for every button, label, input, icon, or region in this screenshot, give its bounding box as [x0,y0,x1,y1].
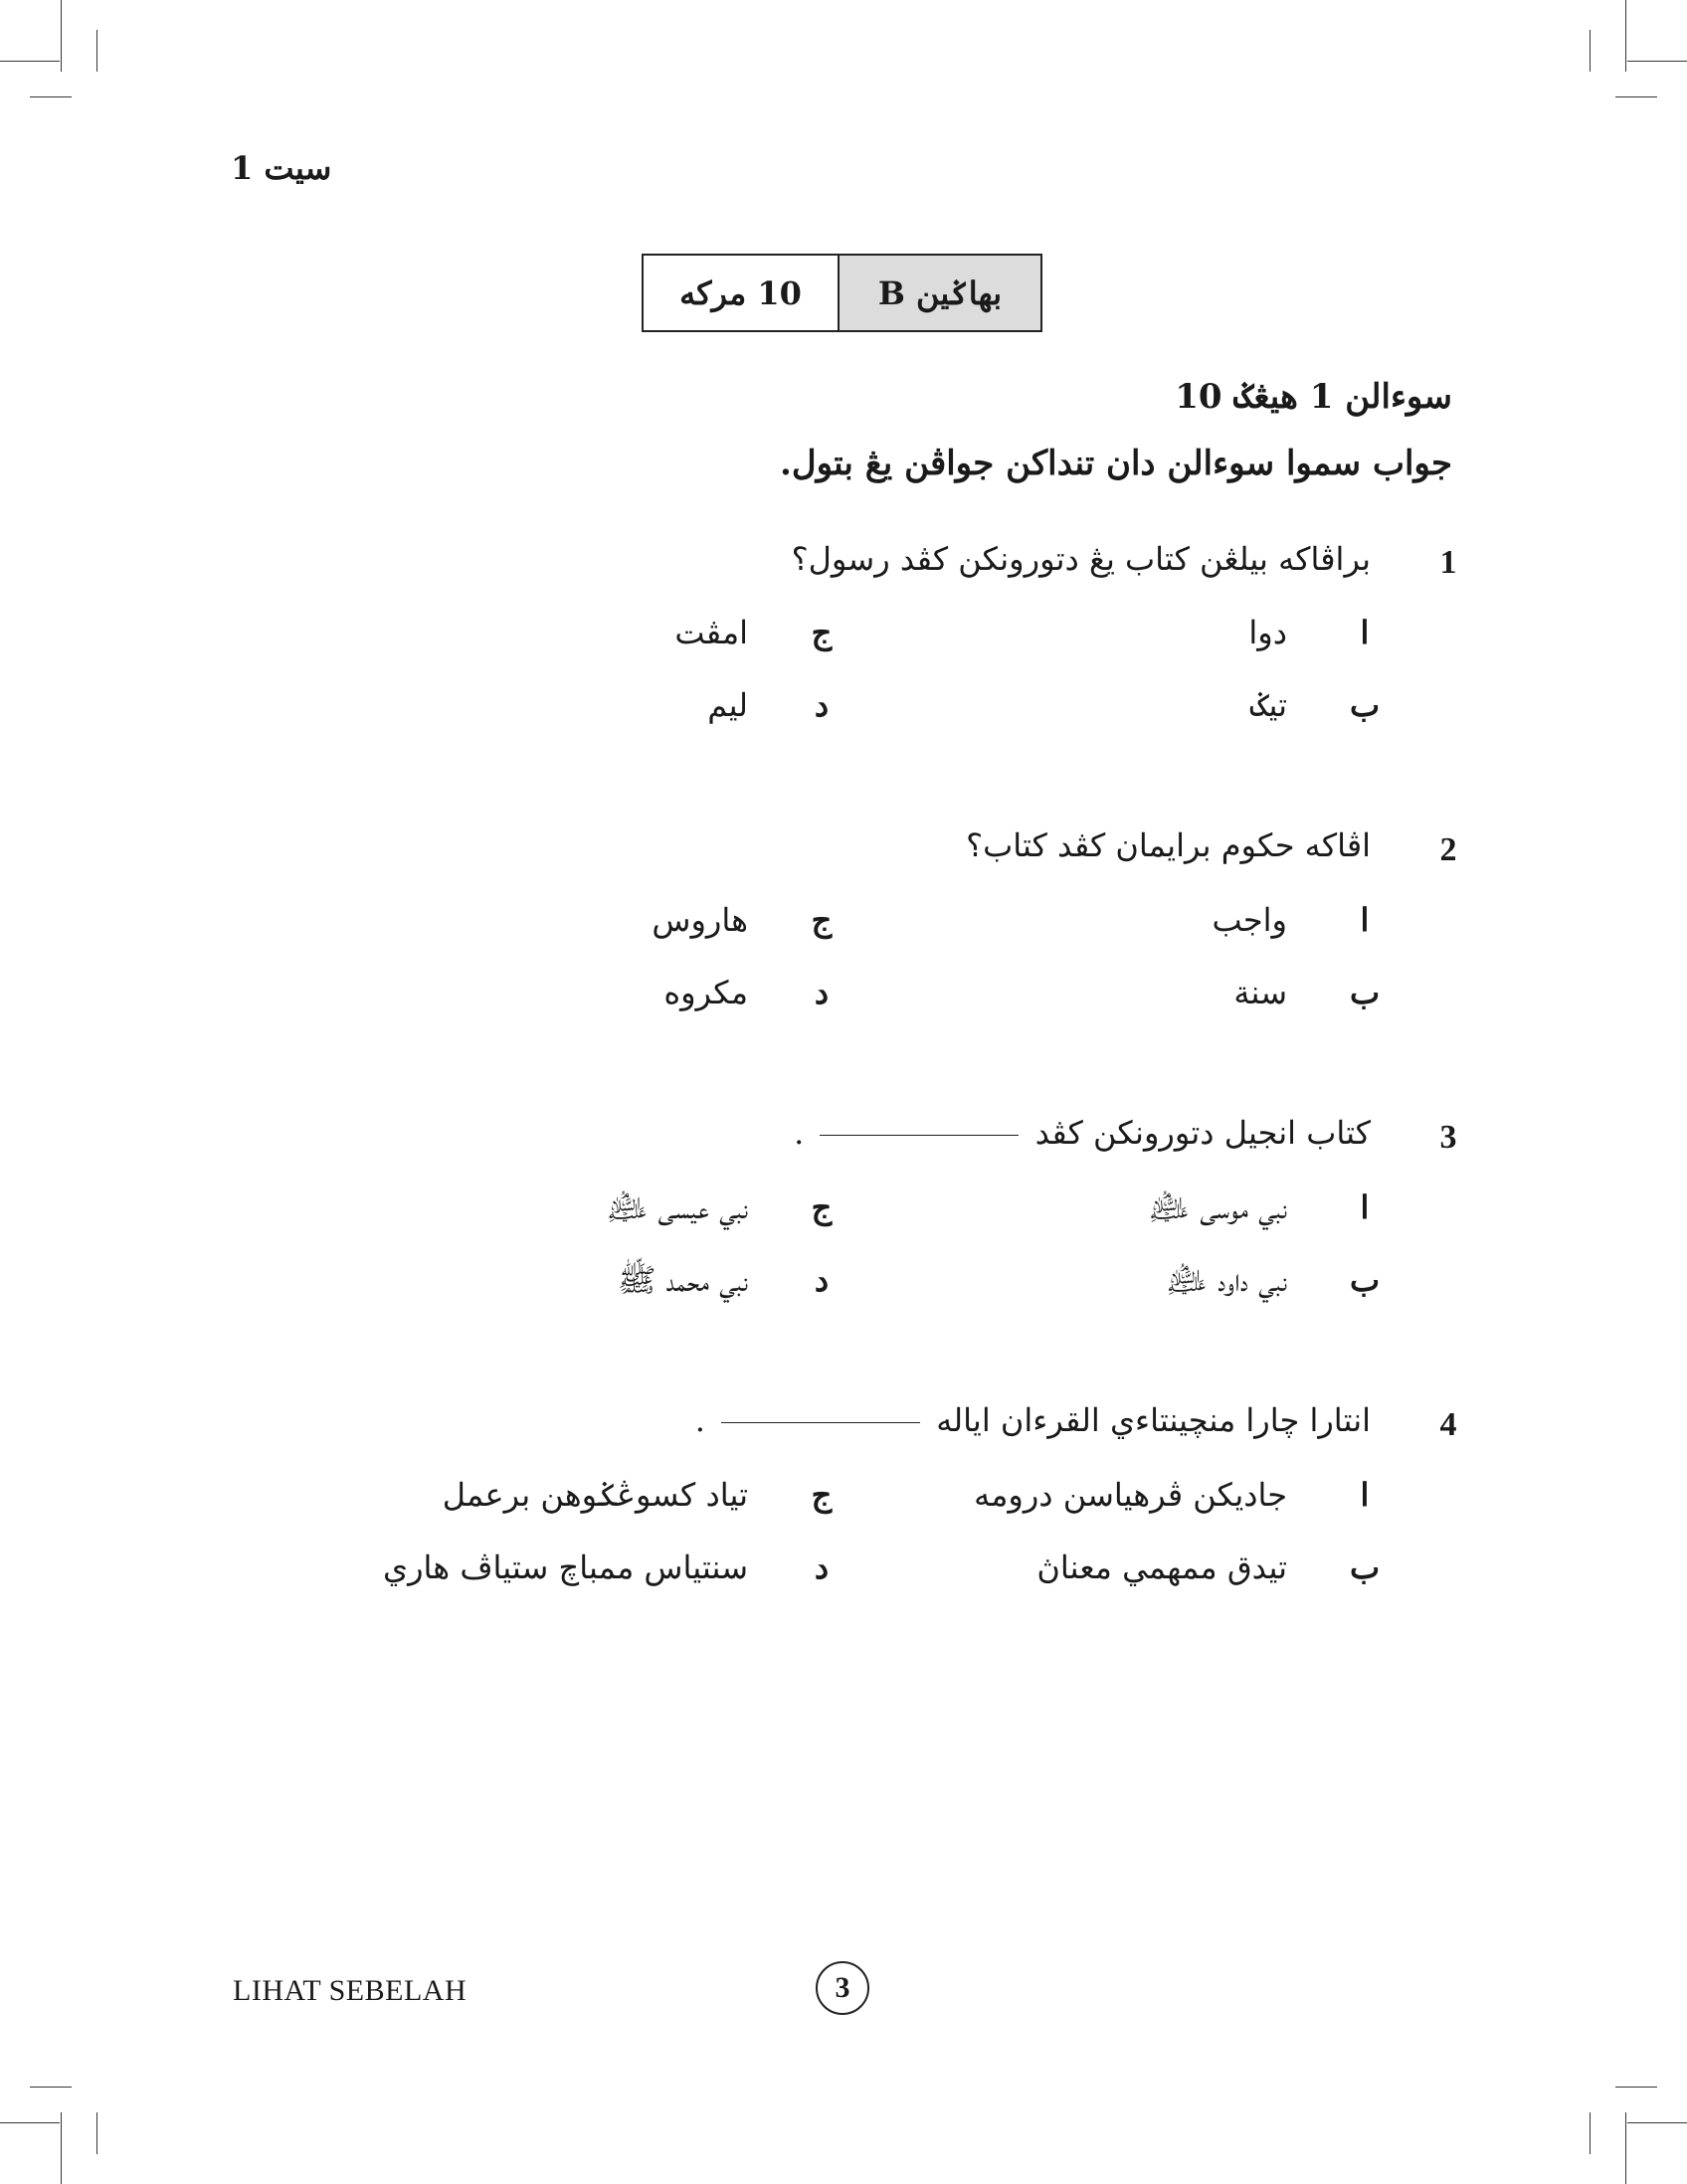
crop-mark [1615,96,1657,97]
marks-label: 10 مركه [644,256,840,330]
crop-mark [1625,0,1626,72]
question-text-after: . [694,1401,705,1439]
option-text[interactable]: تيݢ [1249,686,1287,724]
option-text[interactable]: نبي داود ﵇ [1166,1261,1287,1299]
option-letter: د [814,1548,830,1586]
option-text[interactable]: جاديكن ڤرهياسن درومه [974,1476,1287,1514]
crop-mark [0,2122,60,2123]
option-letter: ا [1360,1188,1370,1226]
option-text[interactable]: نبي محمد ﷺ [617,1261,748,1299]
option-text[interactable]: سنتياس ممباچ ستياڤ هاري [383,1548,748,1586]
option-text[interactable]: سنة [1233,974,1287,1011]
option-letter: ب [1349,974,1381,1011]
option-text[interactable]: تياد كسوڠݢوهن برعمل [442,1476,748,1514]
option-letter: ب [1349,1548,1381,1586]
crop-mark [30,2087,72,2088]
question-text-before: كتاب انجيل دتورونكن كڤد [1034,1114,1371,1152]
option-text[interactable]: هاروس [652,901,748,939]
crop-mark [1615,2087,1657,2088]
crop-mark [96,2112,97,2154]
question-text: اڤاكه حكوم برايمان كڤد كتاب؟ [966,826,1371,864]
part-label: بهاݢين B [840,256,1040,330]
question-text-after: . [794,1114,805,1152]
question-text [695,1401,1371,1439]
option-text[interactable]: ليم [707,686,748,724]
page-number: 3 [816,1961,869,2015]
option-text[interactable]: تيدق ممهمي معناڽ [1036,1548,1287,1586]
crop-mark [0,61,60,62]
option-letter: ب [1349,1261,1381,1299]
answer-blank [721,1422,920,1423]
section-box [642,254,1042,332]
crop-mark [61,2112,62,2184]
crop-mark [1627,2122,1687,2123]
option-text[interactable]: نبي عيسى ﵇ [607,1188,748,1226]
option-letter: ا [1360,614,1370,651]
option-letter: د [814,1261,830,1299]
set-label: سيت 1 [231,149,332,187]
crop-mark [61,0,62,72]
crop-mark [30,96,72,97]
question-text-before: انتارا چارا منچينتاءي القرءان اياله [936,1401,1371,1439]
question-number: 4 [1439,1406,1457,1443]
question-number: 1 [1439,544,1457,581]
instruction-range: سوءالن 1 هيڠݢ 10 [1175,377,1452,417]
option-letter: ج [811,901,833,939]
question-text [794,1114,1371,1152]
option-letter: ب [1349,686,1381,724]
crop-mark [1590,2112,1591,2154]
question-number: 2 [1439,831,1457,868]
option-text[interactable]: دوا [1248,614,1287,651]
footer-next-page: LIHAT SEBELAH [233,1974,468,2007]
option-letter: ج [811,614,833,651]
option-letter: د [814,974,830,1011]
crop-mark [1625,2112,1626,2184]
question-text: براڤاكه بيلڠن كتاب يڠ دتورونكن كڤد رسول؟ [791,540,1371,578]
option-text[interactable]: امڤت [674,614,748,651]
option-letter: د [814,686,830,724]
crop-mark [1627,61,1687,62]
option-text[interactable]: مكروه [663,974,748,1011]
answer-blank [820,1135,1019,1136]
option-letter: ا [1360,1476,1370,1514]
instruction-text: جواب سموا سوءالن دان تنداكن جواڤن يڠ بتول. [780,444,1452,483]
option-letter: ج [811,1188,833,1226]
crop-mark [96,30,97,72]
option-letter: ا [1360,901,1370,939]
option-text[interactable]: واجب [1212,901,1287,939]
crop-mark [1590,30,1591,72]
option-letter: ج [811,1476,833,1514]
question-number: 3 [1439,1119,1457,1156]
option-text[interactable]: نبي موسى ﵇ [1148,1188,1287,1226]
